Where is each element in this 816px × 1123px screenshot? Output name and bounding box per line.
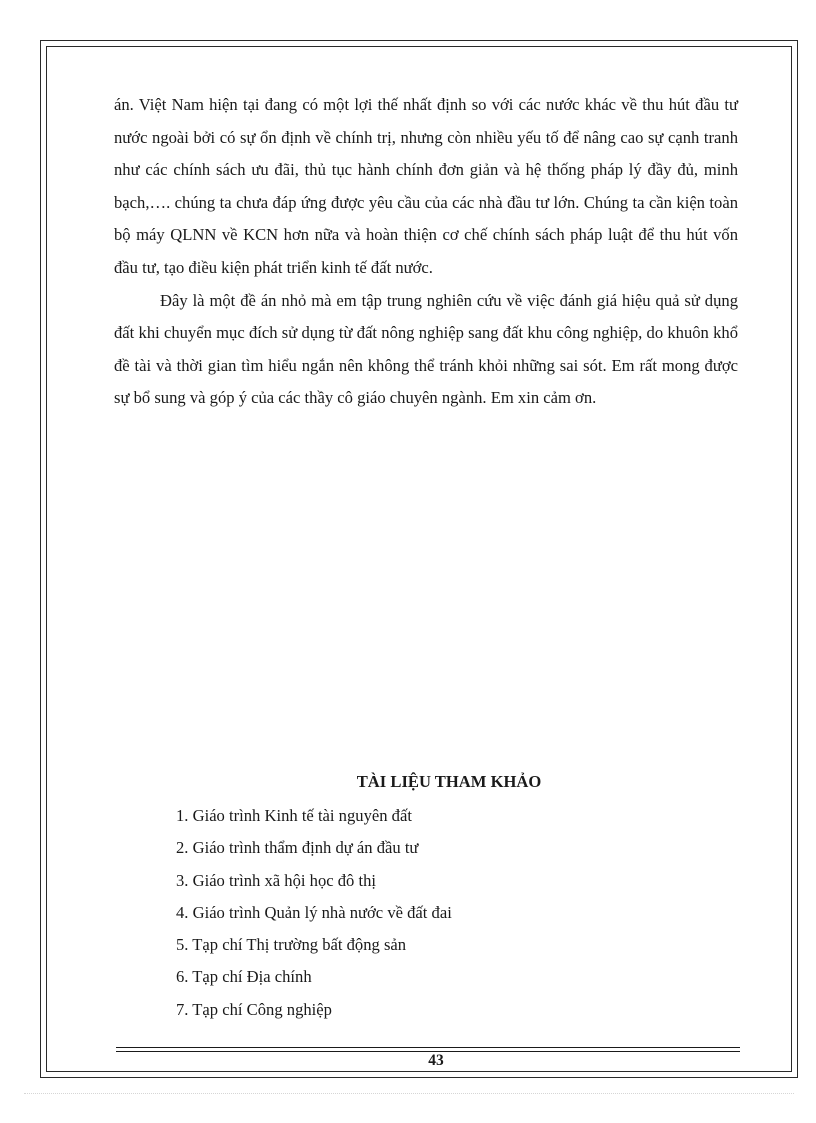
bottom-dotted-line [24,1093,794,1094]
paragraph-2: Đây là một đề án nhỏ mà em tập trung nghiên cứu về việc đánh giá hiệu quả sử dụng đất khi chuyển mục đích sử dụng từ đất nông nghiệp sang đất khu công nghiệp, do khuôn khổ đề tài và thời gian tìm hiểu ngắn nên không thể tránh khỏi những sai sót. Em rất mong được sự bổ sung và góp ý của các thầy cô giáo chuyên ngành. Em xin cảm ơn. [114,290,738,408]
reference-item: 3. Giáo trình xã hội học đô thị [176,870,377,890]
body-text [114,89,738,415]
reference-item: 6. Tạp chí Địa chính [176,967,312,987]
reference-item: 7. Tạp chí Công nghiệp [176,999,332,1019]
reference-item: 2. Giáo trình thẩm định dự án đầu tư [176,838,419,858]
page-number: 43 [428,1052,444,1069]
references-list [176,801,452,1027]
paragraph-1: án. Việt Nam hiện tại đang có một lợi thế nhất định so với các nước khác về thu hút đầu tư nước ngoài bởi có sự ổn định về chính trị, nhưng còn nhiều yếu tố để nâng cao sự cạnh tranh như các chính sách ưu đãi, thủ tục hành chính đơn giản và hệ thống pháp lý đầy đủ, minh bạch,…. chúng ta chưa đáp ứng được yêu cầu của các nhà đầu tư lớn. Chúng ta cần kiện toàn bộ máy QLNN về KCN hơn nữa và hoàn thiện cơ chế chính sách pháp luật để thu hút vốn đầu tư, tạo điều kiện phát triển kinh tế đất nước. [114,95,738,277]
footer-rule-thick [116,1047,740,1048]
reference-item: 5. Tạp chí Thị trường bất động sản [176,935,407,955]
reference-item: 1. Giáo trình Kinh tế tài nguyên đất [176,806,412,825]
reference-item: 4. Giáo trình Quản lý nhà nước về đất đai [176,902,452,922]
references-title: TÀI LIỆU THAM KHẢO [356,772,542,791]
